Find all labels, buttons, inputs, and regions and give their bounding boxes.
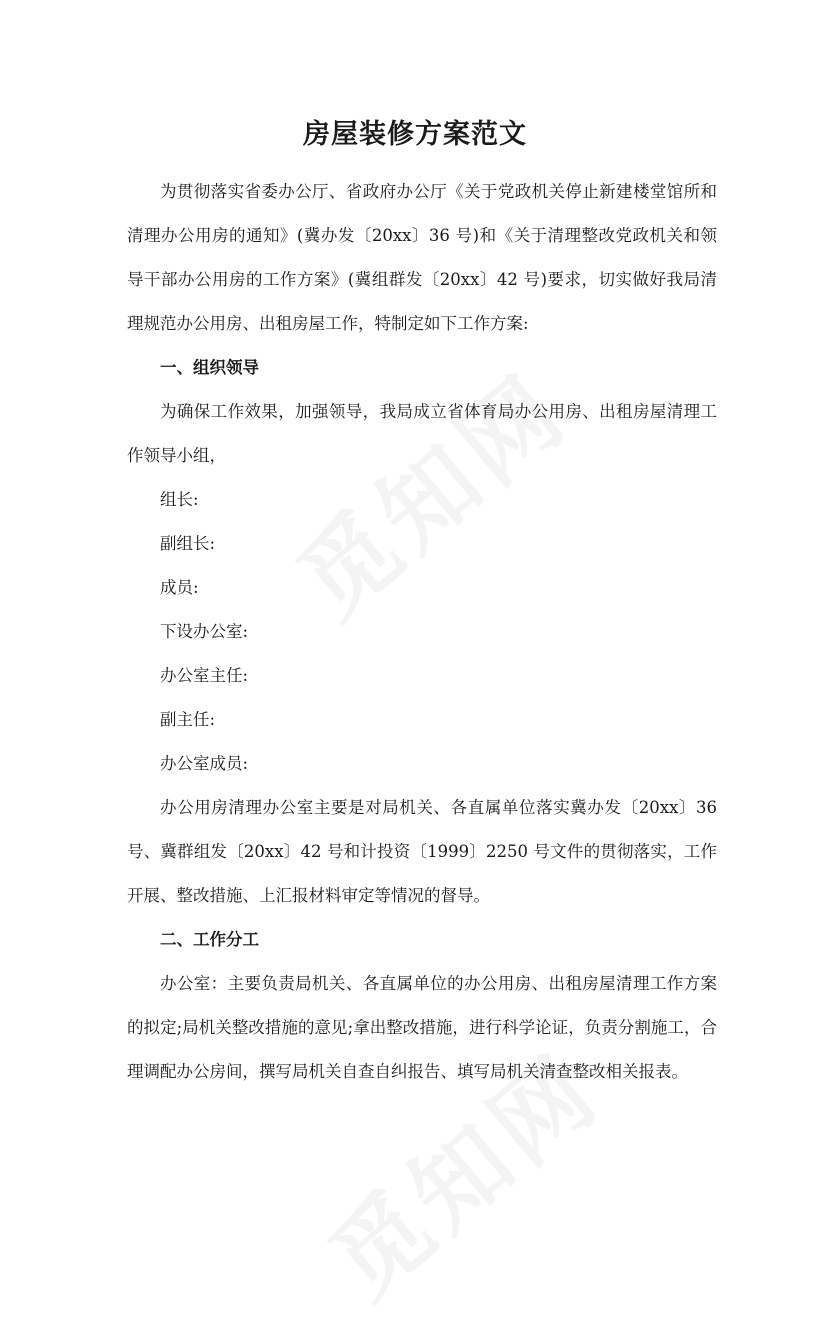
organization-paragraph: 为确保工作效果，加强领导，我局成立省体育局办公用房、出租房屋清理工作领导小组， <box>127 402 717 465</box>
field-members: 成员: <box>160 578 199 597</box>
field-office-members: 办公室成员: <box>160 754 249 773</box>
division-paragraph: 办公室：主要负责局机关、各直属单位的办公用房、出租房屋清理工作方案的拟定;局机关整改措施的意见;拿出整改措施，进行科学论证，负责分割施工，合理调配办公房间，撰写局机关自查自纠报告、填写局机关清查整改相关报表。 <box>127 974 717 1081</box>
field-leader: 组长: <box>160 490 199 509</box>
section-heading-organization: 一、组织领导 <box>160 358 259 377</box>
field-office: 下设办公室: <box>160 622 249 641</box>
section-heading-division: 二、工作分工 <box>160 930 259 949</box>
field-office-director: 办公室主任: <box>160 666 249 685</box>
field-deputy-director: 副主任: <box>160 710 216 729</box>
intro-paragraph: 为贯彻落实省委办公厅、省政府办公厅《关于党政机关停止新建楼堂馆所和清理办公用房的通知》(冀办发〔20xx〕36 号)和《关于清理整改党政机关和领导干部办公用房的工作方案》(冀组群发〔20xx〕42 号)要求，切实做好我局清理规范办公用房、出租房屋工作，特制定如下工作方案: <box>127 182 717 333</box>
document-body <box>127 170 717 1094</box>
office-duty-paragraph: 办公用房清理办公室主要是对局机关、各直属单位落实冀办发〔20xx〕36 号、冀群组发〔20xx〕42 号和计投资〔1999〕2250 号文件的贯彻落实，工作开展、整改措施、上汇报材料审定等情况的督导。 <box>127 798 717 905</box>
field-deputy-leader: 副组长: <box>160 534 216 553</box>
document-title: 房屋装修方案范文 <box>303 119 527 150</box>
